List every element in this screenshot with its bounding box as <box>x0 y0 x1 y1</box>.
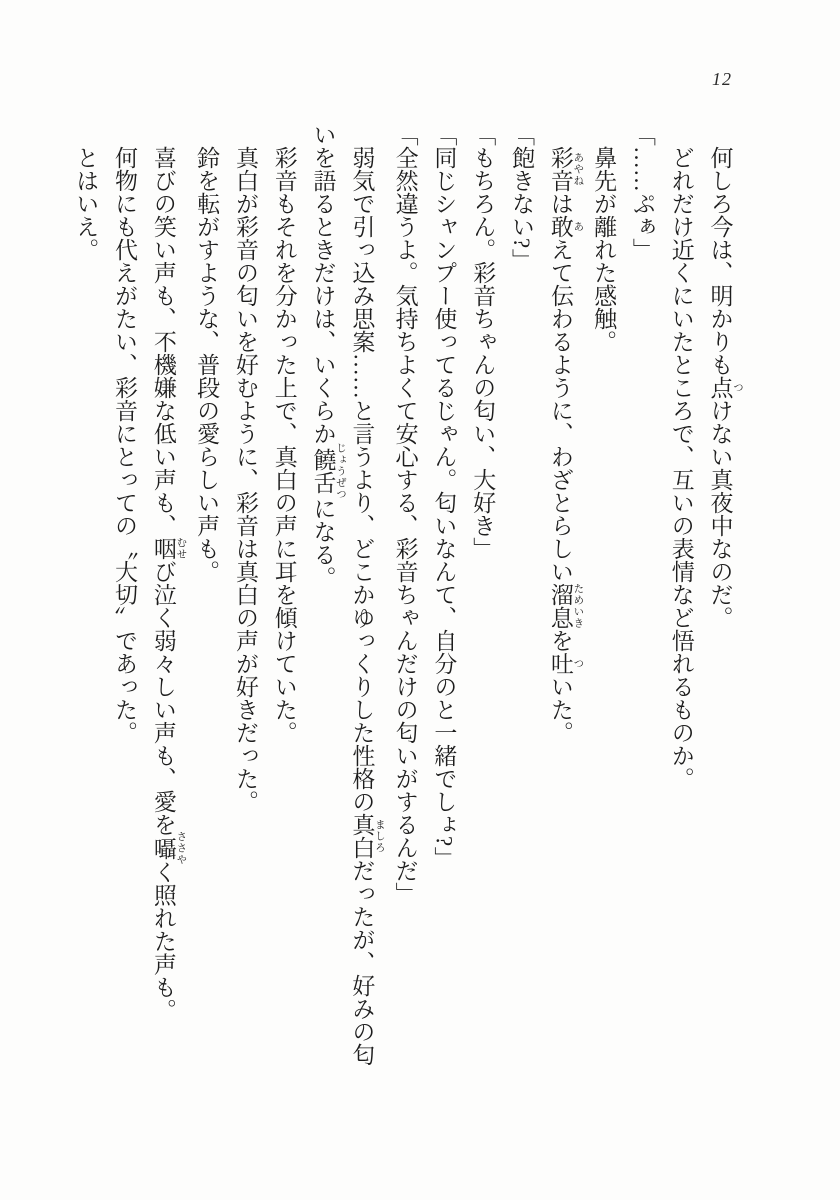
ruby-annotated-word: 吐 つ <box>547 652 584 675</box>
paragraph: 真白が彩音の匂いを好むように、彩音は真白の声が好きだった。 <box>232 146 258 813</box>
ruby-annotated-word: 囁 ささや <box>150 831 187 866</box>
paragraph: とはいえ。 <box>73 146 99 261</box>
paragraph: 「全然違うよ。気持ちよくて安心する、彩音ちゃんだけの匂いがするんだ」 <box>392 123 418 905</box>
paragraph: 喜びの笑い声も、不機嫌な低い声も、咽 むせび泣く弱々しい声も、愛を囁 ささやく照れた声も。 <box>150 146 187 1022</box>
paragraph: 何しろ今は、明かりも点 つけない真夜中なのだ。 <box>707 146 743 629</box>
paragraph: 「もちろん。彩音ちゃんの匂い、大好き」 <box>470 123 496 560</box>
paragraph: 「……ぷぁ」 <box>629 123 655 261</box>
paragraph: どれだけ近くにいたところで、互いの表情など悟れるものか。 <box>668 146 694 790</box>
ruby-annotated-word: 溜息 ためいき <box>547 583 584 629</box>
paragraph: 何物にも代えがたい、彩音にとっての〝大切〟であった。 <box>112 146 138 744</box>
ruby-annotated-word: 敢 あ <box>547 215 584 238</box>
text-block <box>73 123 743 1071</box>
paragraph: 「同じシャンプー使ってるじゃん。匂いなんて、自分のと一緒でしょ?」 <box>431 123 457 870</box>
paragraph: 「飽きない?」 <box>509 123 535 272</box>
page-number: 12 <box>712 69 732 89</box>
ruby-annotated-word: 饒舌 じょうぜつ <box>310 442 347 500</box>
ruby-annotated-word: 真白 ましろ <box>349 813 385 859</box>
ruby-annotated-word: 咽 むせ <box>150 537 187 560</box>
paragraph: 彩音もそれを分かった上で、真白の声に耳を傾けていた。 <box>271 146 297 744</box>
paragraph: 彩音 あやねは敢 あえて伝わるように、わざとらしい溜息 ためいきを吐 ついた。 <box>547 146 584 744</box>
paragraph: 弱気で引っ込み思案……と言うより、どこかゆっくりした性格の真白 ましろだったが、好みの匂いを語るときだけは、いくらか饒舌 じょうぜつになる。 <box>310 123 385 1066</box>
ruby-annotated-word: 点 つ <box>707 376 743 399</box>
paragraph: 鈴を転がすような、普段の愛らしい声も。 <box>194 146 220 583</box>
paragraph: 鼻先が離れた感触。 <box>591 146 617 353</box>
ruby-annotated-word: 彩音 あやね <box>547 146 584 192</box>
